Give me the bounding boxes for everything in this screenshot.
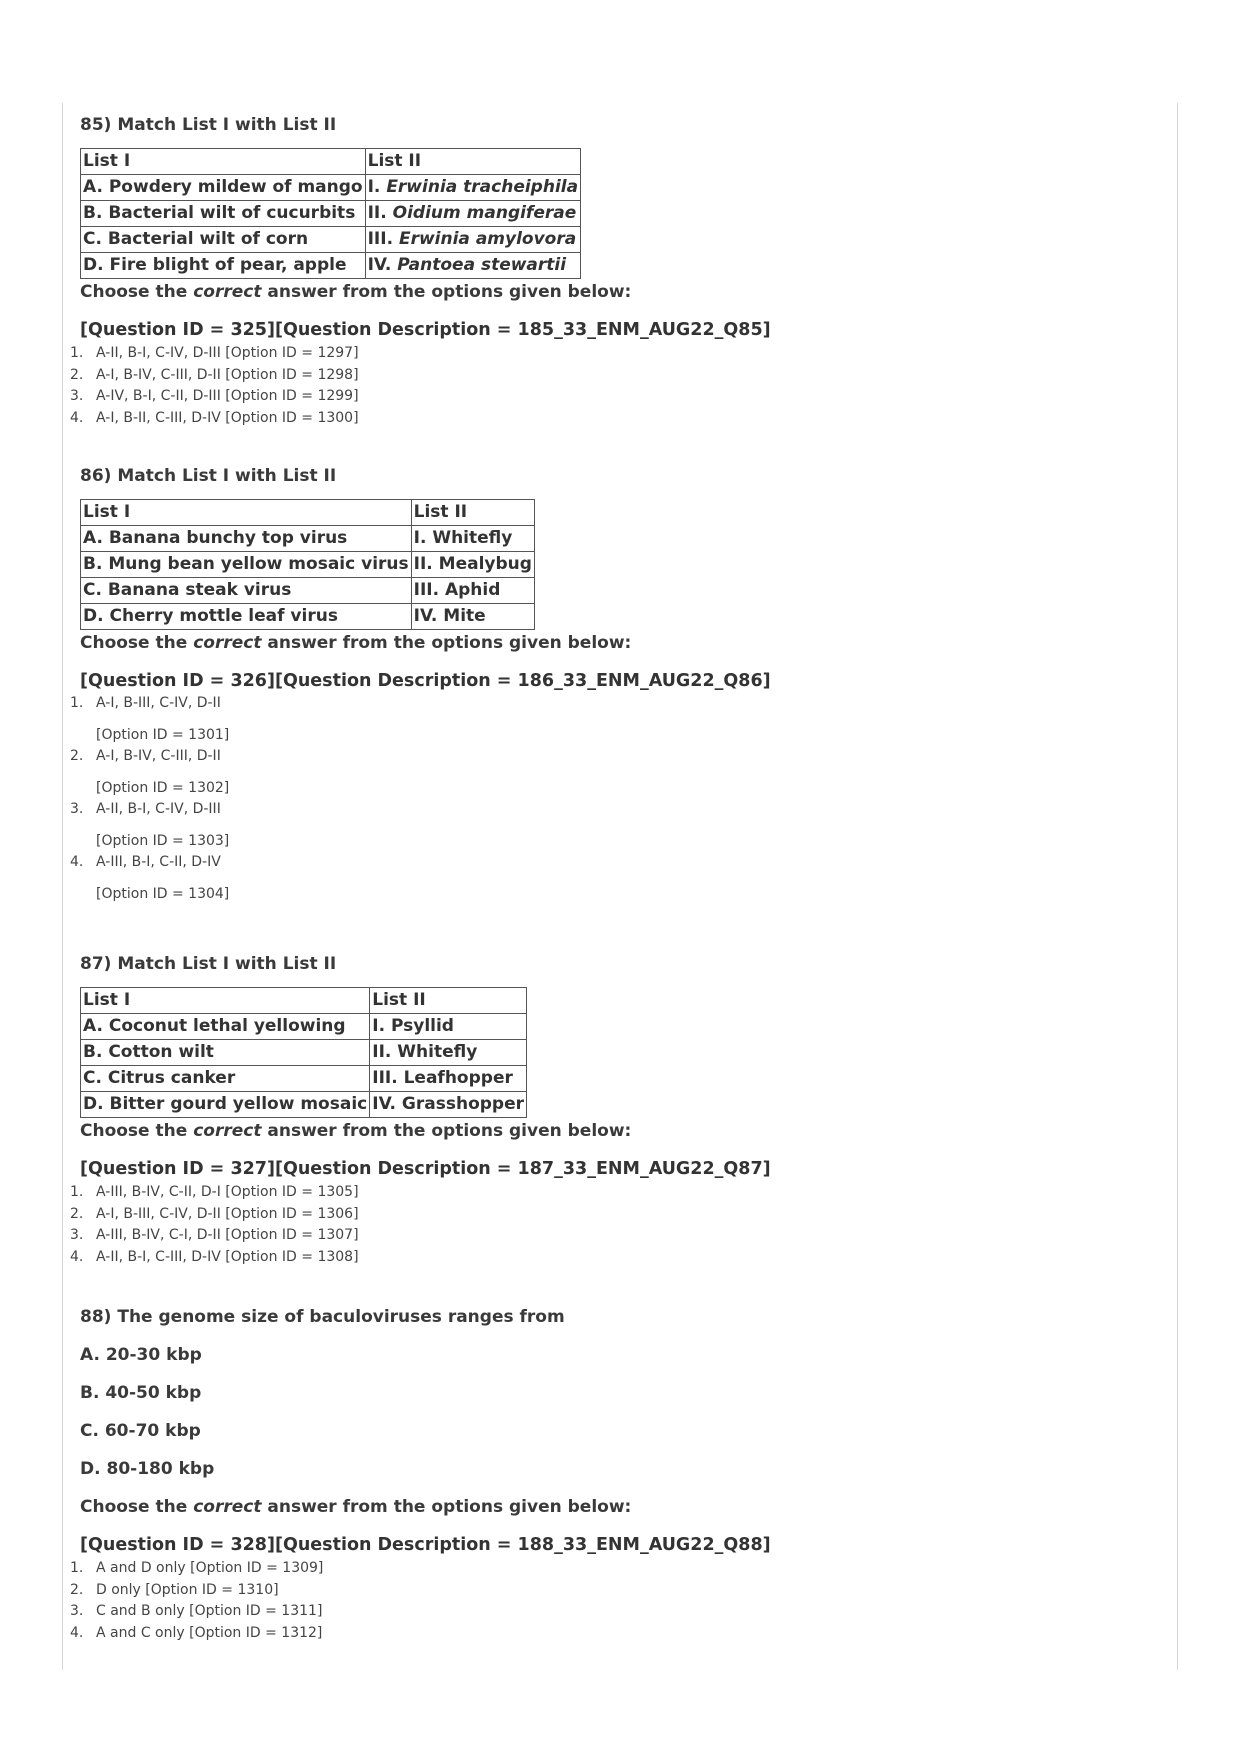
question-title: 85) Match List I with List II	[80, 115, 337, 135]
table-cell: A. Powdery mildew of mango	[81, 175, 366, 201]
option-text: C and B only [Option ID = 1311]	[96, 1603, 323, 1619]
question-title: 86) Match List I with List II	[80, 466, 337, 486]
statement: C. 60-70 kbp	[80, 1421, 201, 1441]
option-text: A-I, B-IV, C-III, D-II [Option ID = 1298]	[96, 366, 359, 383]
table-cell: B. Cotton wilt	[81, 1040, 370, 1066]
table-cell: List II	[370, 988, 527, 1014]
option-number: 3.	[70, 1603, 84, 1619]
option-item[interactable]	[70, 1601, 1160, 1623]
option-item[interactable]	[70, 1580, 1160, 1602]
option-text: A-I, B-III, C-IV, D-II [Option ID = 1306]	[96, 1205, 359, 1222]
option-item[interactable]	[70, 408, 1160, 430]
question-title: 88) The genome size of baculoviruses ranges from	[80, 1307, 565, 1327]
option-item[interactable]	[70, 365, 1160, 387]
option-item[interactable]	[70, 1204, 1160, 1226]
table-cell: C. Bacterial wilt of corn	[81, 227, 366, 253]
options-list	[70, 1558, 1160, 1644]
right-border-line	[1177, 103, 1178, 1670]
table-cell: II. Oidium mangiferae	[365, 201, 580, 227]
table-cell: II. Mealybug	[411, 552, 534, 578]
option-item[interactable]	[70, 1247, 1160, 1269]
option-number: 1.	[70, 1184, 84, 1200]
options-list	[70, 1182, 1160, 1268]
choose-instruction: Choose the correct answer from the options given below:	[80, 1497, 632, 1517]
table-cell: I. Erwinia tracheiphila	[365, 175, 580, 201]
option-number: 2.	[70, 1205, 84, 1222]
statement: D. 80-180 kbp	[80, 1459, 215, 1479]
table-row	[81, 1014, 527, 1040]
option-item[interactable]	[70, 1225, 1160, 1247]
statement: B. 40-50 kbp	[80, 1383, 202, 1403]
table-cell: List II	[411, 500, 534, 526]
question-id: [Question ID = 326][Question Description = 186_33_ENM_AUG22_Q86]	[80, 671, 771, 691]
table-cell: A. Coconut lethal yellowing	[81, 1014, 370, 1040]
option-number: 1.	[70, 345, 84, 361]
table-row	[81, 500, 535, 526]
question-86	[70, 465, 1160, 906]
option-number: 2.	[70, 1581, 84, 1598]
table-row	[81, 552, 535, 578]
option-item[interactable]	[70, 1182, 1160, 1204]
option-text: A-II, B-I, C-III, D-IV [Option ID = 1308]	[96, 1248, 359, 1265]
table-row	[81, 1066, 527, 1092]
option-text: A-III, B-IV, C-II, D-I [Option ID = 1305]	[96, 1184, 359, 1200]
option-item[interactable]: 3. A-II, B-I, C-IV, D-III [Option ID = 1303]	[70, 801, 230, 849]
table-cell: D. Bitter gourd yellow mosaic	[81, 1092, 370, 1118]
table-cell: B. Mung bean yellow mosaic virus	[81, 552, 412, 578]
option-item[interactable]	[70, 343, 1160, 365]
question-85	[70, 114, 1160, 429]
option-text: D only [Option ID = 1310]	[96, 1581, 279, 1598]
table-row	[81, 1092, 527, 1118]
table-row	[81, 1040, 527, 1066]
match-table	[80, 987, 527, 1118]
option-text: A-I, B-II, C-III, D-IV [Option ID = 1300]	[96, 409, 359, 426]
question-title: 87) Match List I with List II	[80, 954, 337, 974]
table-row	[81, 201, 581, 227]
table-row	[81, 988, 527, 1014]
match-table	[80, 148, 581, 279]
option-number: 4.	[70, 1624, 84, 1641]
option-item[interactable]	[70, 386, 1160, 408]
option-item[interactable]: 1. A-I, B-III, C-IV, D-II [Option ID = 1301]	[70, 695, 230, 743]
choose-instruction: Choose the correct answer from the options given below:	[80, 282, 632, 302]
option-number: 1.	[70, 1560, 84, 1576]
table-cell: List I	[81, 149, 366, 175]
option-text: A and C only [Option ID = 1312]	[96, 1624, 323, 1641]
question-87	[70, 953, 1160, 1268]
option-item[interactable]: 4. A-III, B-I, C-II, D-IV [Option ID = 1304]	[70, 854, 230, 902]
table-cell: III. Aphid	[411, 578, 534, 604]
option-number: 2.	[70, 366, 84, 383]
table-row	[81, 253, 581, 279]
table-cell: III. Erwinia amylovora	[365, 227, 580, 253]
option-number: 4.	[70, 409, 84, 426]
table-cell: III. Leafhopper	[370, 1066, 527, 1092]
option-text: A-II, B-I, C-IV, D-III [Option ID = 1297]	[96, 345, 359, 361]
option-number: 3.	[70, 388, 84, 404]
option-text: A-III, B-IV, C-I, D-II [Option ID = 1307]	[96, 1227, 359, 1243]
options-list	[70, 694, 1160, 904]
statement: A. 20-30 kbp	[80, 1345, 202, 1365]
table-cell: List II	[365, 149, 580, 175]
question-id: [Question ID = 325][Question Description = 185_33_ENM_AUG22_Q85]	[80, 320, 771, 340]
question-id: [Question ID = 327][Question Description = 187_33_ENM_AUG22_Q87]	[80, 1159, 771, 1179]
option-item[interactable]: 2. A-I, B-IV, C-III, D-II [Option ID = 1302]	[70, 748, 230, 796]
table-cell: C. Citrus canker	[81, 1066, 370, 1092]
table-row	[81, 175, 581, 201]
table-cell: C. Banana steak virus	[81, 578, 412, 604]
table-row	[81, 149, 581, 175]
table-cell: B. Bacterial wilt of cucurbits	[81, 201, 366, 227]
option-item[interactable]	[70, 1623, 1160, 1645]
table-cell: D. Fire blight of pear, apple	[81, 253, 366, 279]
table-row	[81, 526, 535, 552]
question-id: [Question ID = 328][Question Description = 188_33_ENM_AUG22_Q88]	[80, 1535, 771, 1555]
table-cell: D. Cherry mottle leaf virus	[81, 604, 412, 630]
table-cell: I. Psyllid	[370, 1014, 527, 1040]
table-row	[81, 578, 535, 604]
option-item[interactable]	[70, 1558, 1160, 1580]
table-cell: IV. Mite	[411, 604, 534, 630]
left-border-line	[62, 103, 63, 1670]
option-text: A-IV, B-I, C-II, D-III [Option ID = 1299]	[96, 388, 359, 404]
option-number: 3.	[70, 1227, 84, 1243]
table-cell: List I	[81, 988, 370, 1014]
question-88	[70, 1306, 1160, 1644]
table-row	[81, 604, 535, 630]
table-cell: List I	[81, 500, 412, 526]
choose-instruction: Choose the correct answer from the options given below:	[80, 633, 632, 653]
choose-instruction: Choose the correct answer from the options given below:	[80, 1121, 632, 1141]
options-list	[70, 343, 1160, 429]
table-cell: IV. Pantoea stewartii	[365, 253, 580, 279]
option-number: 4.	[70, 1248, 84, 1265]
option-text: A and D only [Option ID = 1309]	[96, 1560, 324, 1576]
table-cell: IV. Grasshopper	[370, 1092, 527, 1118]
table-row	[81, 227, 581, 253]
table-cell: II. Whitefly	[370, 1040, 527, 1066]
table-cell: A. Banana bunchy top virus	[81, 526, 412, 552]
table-cell: I. Whitefly	[411, 526, 534, 552]
match-table	[80, 499, 535, 630]
